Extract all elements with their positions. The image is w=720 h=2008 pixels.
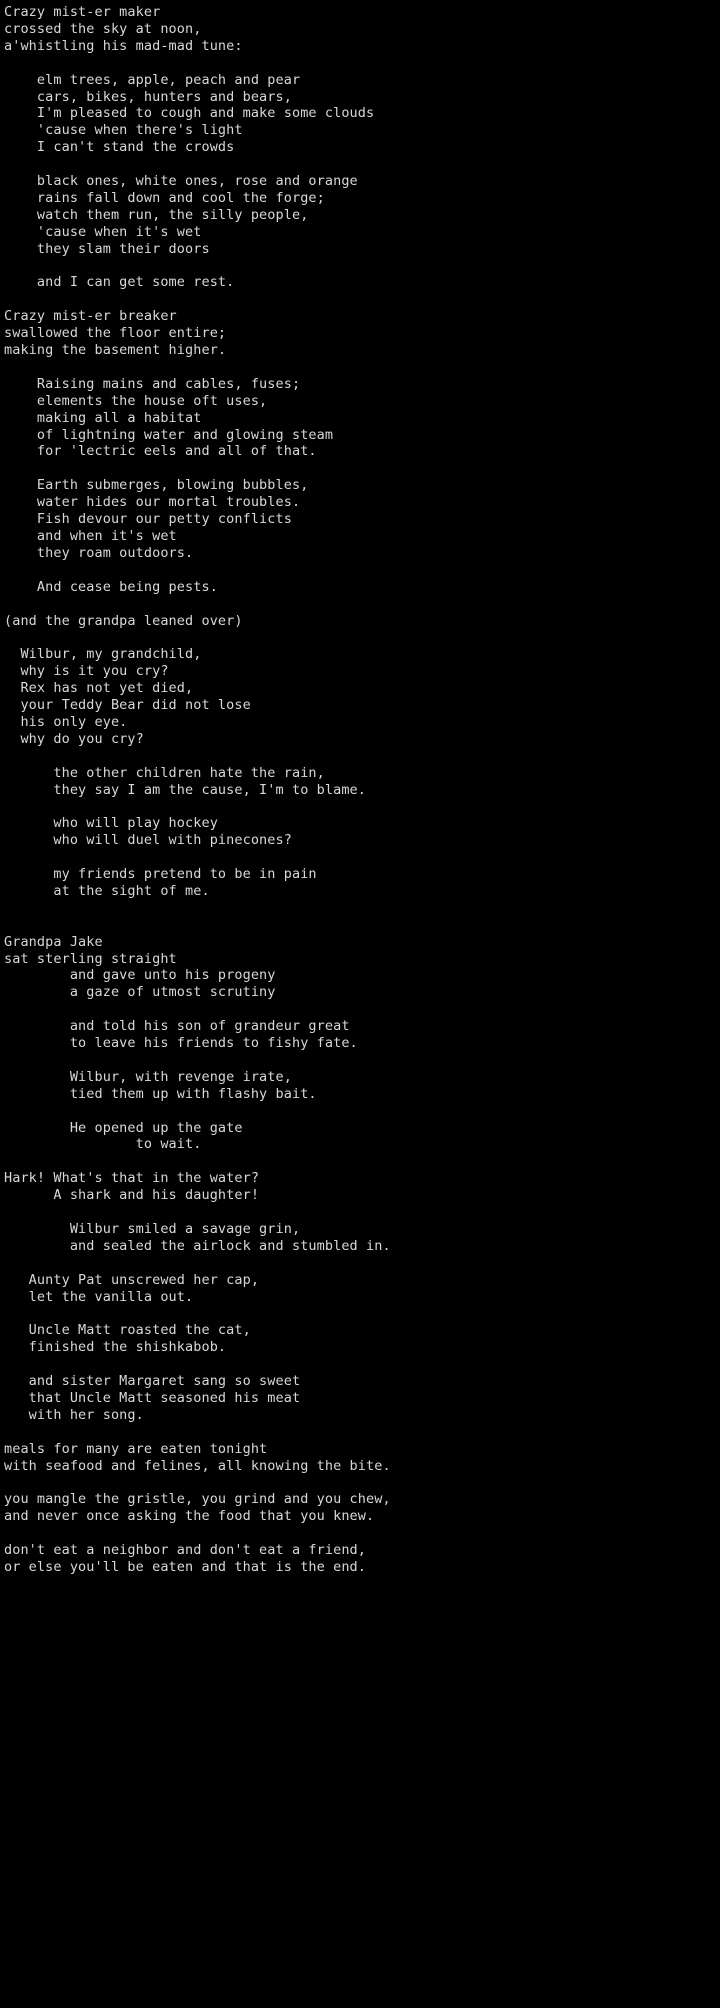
poem-line: why is it you cry? [4, 663, 169, 680]
blank-line [0, 900, 720, 917]
blank-line [0, 291, 720, 308]
poem-line: they say I am the cause, I'm to blame. [4, 781, 367, 798]
poem-line: with seafood and felines, all knowing the bite. [4, 1457, 391, 1474]
poem-line: they roam outdoors. [4, 544, 194, 561]
poem-line: and told his son of grandeur great [4, 1018, 350, 1035]
poem-line: they slam their doors [4, 240, 210, 257]
blank-line [0, 1356, 720, 1373]
poem-line: Wilbur, my grandchild, [4, 646, 202, 663]
poem-line: that Uncle Matt seasoned his meat [4, 1389, 301, 1406]
poem-line: a'whistling his mad-mad tune: [4, 37, 243, 54]
poem-line: Aunty Pat unscrewed her cap, [4, 1271, 260, 1288]
poem-line: cars, bikes, hunters and bears, [4, 88, 292, 105]
poem-line: making the basement higher. [4, 342, 227, 359]
poem-line: and when it's wet [4, 528, 177, 544]
poem-line: Fish devour our petty conflicts [4, 511, 292, 528]
poem-line: crossed the sky at noon, [4, 20, 202, 37]
poem-line: I can't stand the crowds [4, 139, 235, 156]
poem-line: or else you'll be eaten and that is the end. [4, 1558, 367, 1575]
poem-line: I'm pleased to cough and make some clouds [4, 105, 375, 122]
poem-line: tied them up with flashy bait. [4, 1085, 317, 1102]
poem-line: Hark! What's that in the water? [4, 1170, 260, 1187]
blank-line [0, 1153, 720, 1170]
poem-line: And cease being pests. [4, 578, 218, 595]
blank-line [0, 258, 720, 275]
poem-line: at the sight of me. [4, 882, 210, 899]
poem-line: let the vanilla out. [4, 1288, 194, 1305]
poem-line: Uncle Matt roasted the cat, [4, 1322, 251, 1339]
blank-line [0, 1474, 720, 1491]
blank-line [0, 55, 720, 72]
poem-line: 'cause when it's wet [4, 223, 202, 240]
poem-line: you mangle the gristle, you grind and you chew, [4, 1491, 391, 1508]
poem-line: watch them run, the silly people, [4, 206, 309, 223]
poem-line: don't eat a neighbor and don't eat a friend, [4, 1542, 367, 1559]
poem-line: meals for many are eaten tonight [4, 1440, 268, 1457]
poem-line: his only eye. [4, 713, 128, 730]
poem-line: for 'lectric eels and all of that. [4, 443, 317, 460]
poem-line: the other children hate the rain, [4, 764, 325, 781]
poem-line: my friends pretend to be in pain [4, 866, 317, 883]
poem-line: Wilbur smiled a savage grin, [4, 1220, 301, 1237]
blank-line [0, 596, 720, 613]
poem-line: Rex has not yet died, [4, 680, 194, 697]
blank-line [0, 849, 720, 866]
poem-line: of lightning water and glowing steam [4, 426, 334, 443]
poem-line: to wait. [4, 1136, 202, 1153]
blank-line [0, 748, 720, 765]
poem-line: to leave his friends to fishy fate. [4, 1035, 358, 1052]
poem-line: Earth submerges, blowing bubbles, [4, 477, 309, 494]
blank-line [0, 562, 720, 579]
poem-line: elements the house oft uses, [4, 392, 268, 409]
poem-line: rains fall down and cool the forge; [4, 189, 325, 206]
poem-line: who will play hockey [4, 815, 218, 832]
blank-line [0, 1103, 720, 1120]
blank-line [0, 359, 720, 376]
poem-line: Crazy mist-er maker [4, 4, 161, 20]
poem-line: why do you cry? [4, 730, 144, 747]
poem-line: Grandpa Jake [4, 933, 103, 950]
poem-line: A shark and his daughter! [4, 1187, 260, 1204]
blank-line [0, 629, 720, 646]
poem-line: your Teddy Bear did not lose [4, 697, 251, 714]
poem-line: swallowed the floor entire; [4, 325, 227, 342]
poem-line: Crazy mist-er breaker [4, 308, 177, 325]
poem-line: and gave unto his progeny [4, 967, 276, 984]
poem-line: (and the grandpa leaned over) [4, 612, 243, 629]
blank-line [0, 798, 720, 815]
poem-line: finished the shishkabob. [4, 1339, 227, 1356]
blank-line [0, 917, 720, 934]
blank-line [0, 1525, 720, 1542]
poem-line: elm trees, apple, peach and pear [4, 71, 301, 88]
poem-line: and I can get some rest. [4, 274, 235, 291]
poem-line: Raising mains and cables, fuses; [4, 375, 301, 392]
blank-line [0, 1052, 720, 1069]
blank-line [0, 1001, 720, 1018]
blank-line [0, 1204, 720, 1221]
blank-line [0, 460, 720, 477]
poem-line: with her song. [4, 1406, 144, 1423]
poem-line: black ones, white ones, rose and orange [4, 173, 358, 190]
poem-line: who will duel with pinecones? [4, 832, 292, 849]
blank-line [0, 1305, 720, 1322]
poem-line: making all a habitat [4, 409, 202, 426]
blank-line [0, 156, 720, 173]
poem-line: Wilbur, with revenge irate, [4, 1068, 292, 1085]
blank-line [0, 1424, 720, 1441]
poem-line: and sister Margaret sang so sweet [4, 1373, 301, 1390]
poem-line: a gaze of utmost scrutiny [4, 984, 276, 1001]
poem-line: 'cause when there's light [4, 122, 243, 139]
poem-line: water hides our mortal troubles. [4, 494, 301, 511]
blank-line [0, 1255, 720, 1272]
poem-line: sat sterling straight [4, 950, 177, 967]
poem-line: and never once asking the food that you knew. [4, 1508, 375, 1525]
poem-line: and sealed the airlock and stumbled in. [4, 1237, 391, 1254]
poem-line: He opened up the gate [4, 1119, 243, 1136]
